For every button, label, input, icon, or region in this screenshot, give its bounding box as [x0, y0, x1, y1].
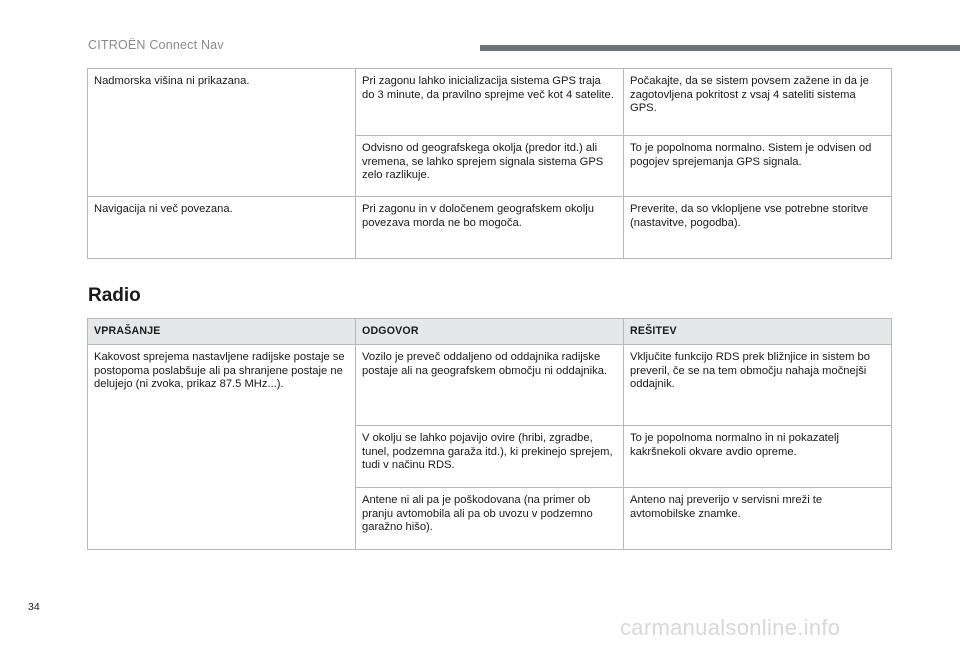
- answer-cell: Antene ni ali pa je poškodovana (na primer ob pranju avtomobila ali pa ob uvozu v podzemno garažno hišo).: [356, 488, 624, 550]
- solution-cell: To je popolnoma normalno. Sistem je odvisen od pogojev sprejemanja GPS signala.: [624, 136, 892, 197]
- table-row: [88, 69, 892, 136]
- question-cell: Nadmorska višina ni prikazana.: [88, 69, 356, 197]
- solution-cell: Preverite, da so vklopljene vse potrebne storitve (nastavitve, pogodba).: [624, 197, 892, 259]
- page-number: 34: [28, 601, 40, 613]
- answer-cell: Pri zagonu lahko inicializacija sistema GPS traja do 3 minute, da pravilno sprejme več kot 4 satelite.: [356, 69, 624, 136]
- solution-cell: To je popolnoma normalno in ni pokazatelj kakršnekoli okvare avdio opreme.: [624, 426, 892, 488]
- column-header-question: VPRAŠANJE: [88, 319, 356, 345]
- section-title-radio: Radio: [88, 285, 141, 306]
- answer-cell: Odvisno od geografskega okolja (predor itd.) ali vremena, se lahko sprejem signala sistema GPS zelo razlikuje.: [356, 136, 624, 197]
- watermark: carmanualsonline.info: [620, 615, 841, 640]
- question-cell: Navigacija ni več povezana.: [88, 197, 356, 259]
- solution-cell: Anteno naj preverijo v servisni mreži te avtomobilske znamke.: [624, 488, 892, 550]
- solution-cell: Vključite funkcijo RDS prek bližnjice in sistem bo preveril, če se na tem območju nahaja močnejši oddajnik.: [624, 345, 892, 426]
- gps-troubleshooting-table: [87, 68, 892, 259]
- table-header-row: [88, 319, 892, 345]
- answer-cell: Vozilo je preveč oddaljeno od oddajnika radijske postaje ali na geografskem območju ni oddajnika.: [356, 345, 624, 426]
- answer-cell: V okolju se lahko pojavijo ovire (hribi, zgradbe, tunel, podzemna garaža itd.), ki prekinejo sprejem, tudi v načinu RDS.: [356, 426, 624, 488]
- answer-cell: Pri zagonu in v določenem geografskem okolju povezava morda ne bo mogoča.: [356, 197, 624, 259]
- document-header-title: CITROËN Connect Nav: [88, 38, 224, 52]
- radio-troubleshooting-table: [87, 318, 892, 550]
- column-header-answer: ODGOVOR: [356, 319, 624, 345]
- column-header-solution: REŠITEV: [624, 319, 892, 345]
- question-cell: Kakovost sprejema nastavljene radijske postaje se postopoma poslabšuje ali pa shranjene postaje ne delujejo (ni zvoka, prikaz 87.5 MHz...).: [88, 345, 356, 550]
- table-row: [88, 345, 892, 426]
- header-bar: [480, 45, 960, 51]
- table-row: [88, 197, 892, 259]
- solution-cell: Počakajte, da se sistem povsem zažene in da je zagotovljena pokritost z vsaj 4 sateliti sistema GPS.: [624, 69, 892, 136]
